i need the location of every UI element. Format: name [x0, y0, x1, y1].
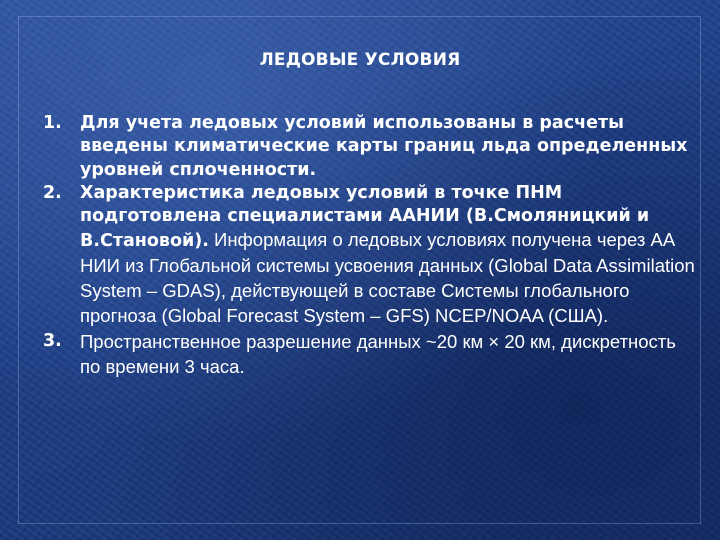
slide-title: ЛЕДОВЫЕ УСЛОВИЯ: [259, 50, 461, 70]
list-item-bold-text: Для учета ледовых условий использованы в расчеты введены климатические карты границ льда определенных уровней сплоченности.: [80, 113, 688, 180]
list-item-bold-text: Характеристика ледовых условий в точке ПНМ подготовлена специалистами ААНИИ (В.Смоляницкий и В.Становой).: [80, 182, 650, 252]
list-item: [40, 330, 700, 381]
bullet-list: [40, 112, 700, 380]
list-item-number: 3.: [43, 330, 62, 351]
list-item-normal-text: Пространственное разрешение данных ~20 км × 20 км, дискретность по времени 3 часа.: [80, 330, 676, 377]
list-item-normal-text: Информация о ледовых условиях получена через АА НИИ из Глобальной системы усвоения данных (Global Data Assimilation System – GDAS), действующей в составе Системы глобального прогноза (Global Forecast System – GFS) NCEP/NOAA (США).: [80, 229, 695, 327]
list-item: [40, 182, 700, 330]
list-item-number: 2.: [43, 182, 62, 203]
list-item-number: 1.: [43, 113, 62, 133]
list-item: [40, 112, 700, 182]
